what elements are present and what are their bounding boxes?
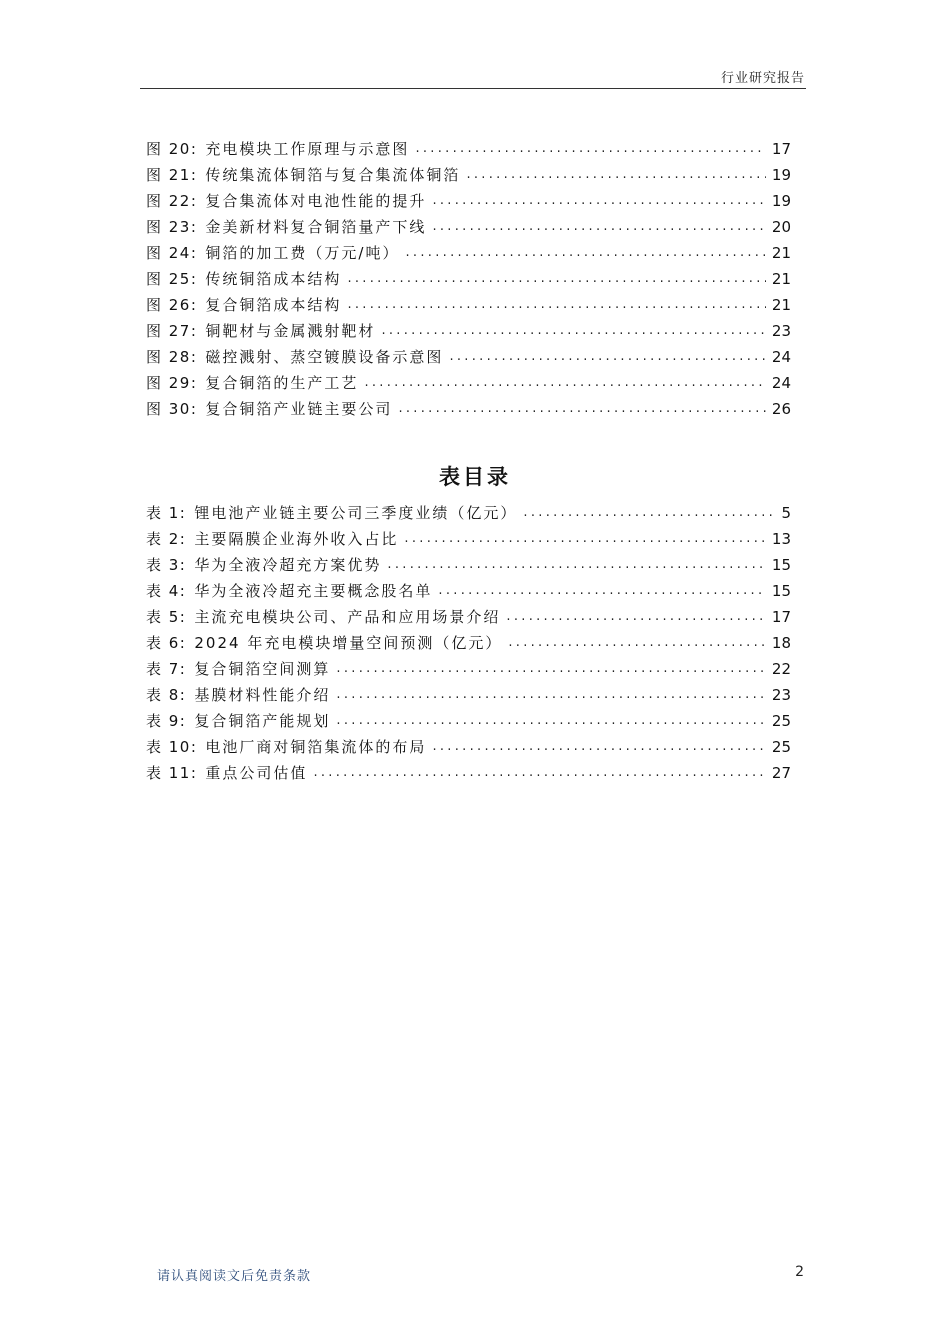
figure-number: 图 23: bbox=[146, 218, 198, 236]
table-title: 电池厂商对铜箔集流体的布局 bbox=[205, 738, 427, 756]
dot-leader bbox=[405, 242, 765, 264]
figure-title: 铜箔的加工费（万元/吨） bbox=[205, 244, 400, 262]
figure-page: 20 bbox=[771, 218, 791, 236]
figure-number: 图 22: bbox=[146, 192, 198, 210]
table-number: 表 9: bbox=[146, 712, 187, 730]
table-number: 表 1: bbox=[146, 504, 187, 522]
table-entry[interactable] bbox=[146, 658, 791, 680]
dot-leader bbox=[438, 580, 766, 602]
table-title: 主要隔膜企业海外收入占比 bbox=[194, 530, 399, 548]
table-number: 表 7: bbox=[146, 660, 187, 678]
table-number: 表 5: bbox=[146, 608, 187, 626]
dot-leader bbox=[381, 320, 765, 342]
table-number: 表 2: bbox=[146, 530, 187, 548]
figure-entry[interactable] bbox=[146, 346, 791, 368]
table-title: 华为全液冷超充方案优势 bbox=[194, 556, 382, 574]
table-entry[interactable] bbox=[146, 606, 791, 628]
table-number: 表 4: bbox=[146, 582, 187, 600]
table-entry[interactable] bbox=[146, 528, 791, 550]
figure-page: 26 bbox=[771, 400, 791, 418]
figure-number: 图 25: bbox=[146, 270, 198, 288]
table-number: 表 8: bbox=[146, 686, 187, 704]
figure-page: 21 bbox=[771, 270, 791, 288]
figure-title: 传统铜箔成本结构 bbox=[205, 270, 342, 288]
table-title: 基膜材料性能介绍 bbox=[194, 686, 331, 704]
dot-leader bbox=[506, 606, 766, 628]
dot-leader bbox=[432, 736, 765, 758]
figure-page: 24 bbox=[771, 348, 791, 366]
figure-page: 23 bbox=[771, 322, 791, 340]
table-page: 23 bbox=[771, 686, 791, 704]
table-page: 27 bbox=[771, 764, 791, 782]
figure-page: 17 bbox=[771, 140, 791, 158]
table-entry[interactable] bbox=[146, 580, 791, 602]
dot-leader bbox=[404, 528, 766, 550]
figure-entry[interactable] bbox=[146, 294, 791, 316]
table-title: 主流充电模块公司、产品和应用场景介绍 bbox=[194, 608, 501, 626]
table-title: 重点公司估值 bbox=[205, 764, 308, 782]
table-entry[interactable] bbox=[146, 554, 791, 576]
dot-leader bbox=[387, 554, 766, 576]
figure-title: 传统集流体铜箔与复合集流体铜箔 bbox=[205, 166, 461, 184]
table-page: 15 bbox=[771, 556, 791, 574]
figure-page: 21 bbox=[771, 244, 791, 262]
figure-entry[interactable] bbox=[146, 216, 791, 238]
figure-entry[interactable] bbox=[146, 268, 791, 290]
dot-leader bbox=[364, 372, 765, 394]
figure-number: 图 24: bbox=[146, 244, 198, 262]
table-page: 22 bbox=[771, 660, 791, 678]
figure-number: 图 20: bbox=[146, 140, 198, 158]
figure-page: 24 bbox=[771, 374, 791, 392]
figure-entry[interactable] bbox=[146, 138, 791, 160]
table-title: 华为全液冷超充主要概念股名单 bbox=[194, 582, 433, 600]
figure-title: 磁控溅射、蒸空镀膜设备示意图 bbox=[205, 348, 444, 366]
header-divider bbox=[140, 88, 806, 89]
dot-leader bbox=[313, 762, 765, 784]
figure-title: 充电模块工作原理与示意图 bbox=[205, 140, 410, 158]
figure-entry[interactable] bbox=[146, 320, 791, 342]
table-page: 25 bbox=[771, 712, 791, 730]
table-page: 13 bbox=[771, 530, 791, 548]
figure-title: 复合集流体对电池性能的提升 bbox=[205, 192, 427, 210]
dot-leader bbox=[466, 164, 765, 186]
figure-entry[interactable] bbox=[146, 398, 791, 420]
table-entry[interactable] bbox=[146, 632, 791, 654]
table-entry[interactable] bbox=[146, 684, 791, 706]
table-page: 15 bbox=[771, 582, 791, 600]
table-page: 5 bbox=[781, 504, 791, 522]
dot-leader bbox=[523, 502, 775, 524]
figure-entry[interactable] bbox=[146, 242, 791, 264]
figure-number: 图 26: bbox=[146, 296, 198, 314]
figure-title: 复合铜箔成本结构 bbox=[205, 296, 342, 314]
dot-leader bbox=[336, 710, 766, 732]
figure-number: 图 27: bbox=[146, 322, 198, 340]
report-type-label: 行业研究报告 bbox=[720, 71, 805, 86]
figure-page: 21 bbox=[771, 296, 791, 314]
figure-number: 图 30: bbox=[146, 400, 198, 418]
page-number: 2 bbox=[795, 1264, 804, 1280]
figure-number: 图 21: bbox=[146, 166, 198, 184]
dot-leader bbox=[347, 294, 765, 316]
table-title: 复合铜箔空间测算 bbox=[194, 660, 331, 678]
figure-title: 金美新材料复合铜箔量产下线 bbox=[205, 218, 427, 236]
table-entry[interactable] bbox=[146, 502, 791, 524]
dot-leader bbox=[336, 684, 766, 706]
disclaimer-note: 请认真阅读文后免责条款 bbox=[157, 1269, 312, 1284]
table-number: 表 11: bbox=[146, 764, 198, 782]
table-index-heading: 表目录 bbox=[439, 465, 511, 489]
figure-number: 图 28: bbox=[146, 348, 198, 366]
table-page: 25 bbox=[771, 738, 791, 756]
table-entry[interactable] bbox=[146, 710, 791, 732]
figure-number: 图 29: bbox=[146, 374, 198, 392]
figure-page: 19 bbox=[771, 166, 791, 184]
figure-title: 复合铜箔的生产工艺 bbox=[205, 374, 359, 392]
table-number: 表 3: bbox=[146, 556, 187, 574]
figure-entry[interactable] bbox=[146, 190, 791, 212]
table-title: 2024 年充电模块增量空间预测（亿元） bbox=[194, 634, 503, 652]
dot-leader bbox=[347, 268, 765, 290]
table-title: 锂电池产业链主要公司三季度业绩（亿元） bbox=[194, 504, 518, 522]
dot-leader bbox=[432, 216, 765, 238]
table-page: 17 bbox=[771, 608, 791, 626]
dot-leader bbox=[336, 658, 766, 680]
table-entry[interactable] bbox=[146, 736, 791, 758]
figure-title: 复合铜箔产业链主要公司 bbox=[205, 400, 393, 418]
dot-leader bbox=[432, 190, 765, 212]
table-entry[interactable] bbox=[146, 762, 791, 784]
table-page: 18 bbox=[771, 634, 791, 652]
dot-leader bbox=[398, 398, 765, 420]
dot-leader bbox=[415, 138, 765, 160]
figure-entry[interactable] bbox=[146, 164, 791, 186]
figure-page: 19 bbox=[771, 192, 791, 210]
table-number: 表 6: bbox=[146, 634, 187, 652]
table-number: 表 10: bbox=[146, 738, 198, 756]
dot-leader bbox=[449, 346, 765, 368]
figure-entry[interactable] bbox=[146, 372, 791, 394]
figure-title: 铜靶材与金属溅射靶材 bbox=[205, 322, 376, 340]
table-title: 复合铜箔产能规划 bbox=[194, 712, 331, 730]
dot-leader bbox=[508, 632, 766, 654]
